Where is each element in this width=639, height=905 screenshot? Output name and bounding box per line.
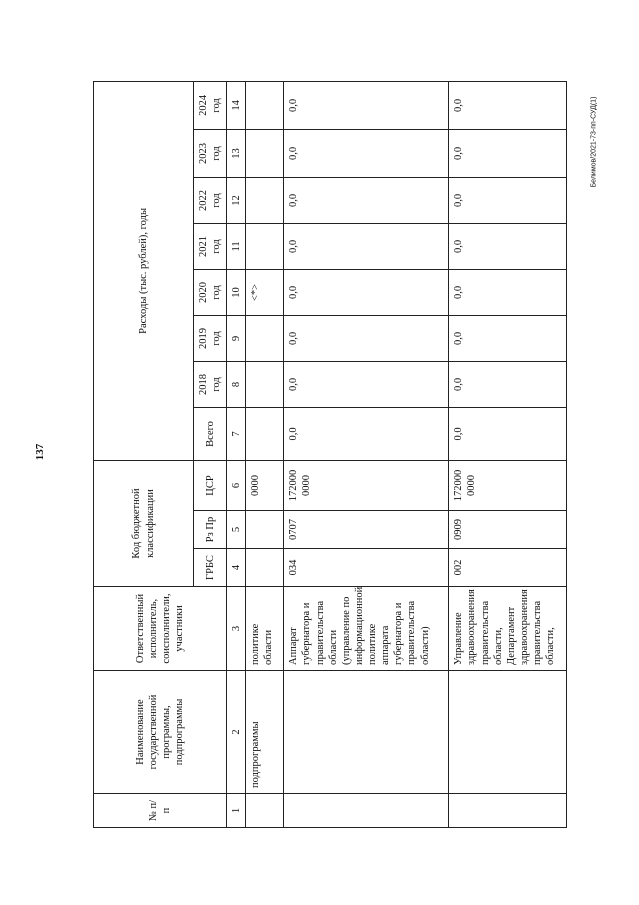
col-number: 6 bbox=[227, 460, 246, 510]
column-number-row bbox=[227, 81, 246, 827]
header-expenses: Расходы (тыс. рублей), годы bbox=[94, 81, 194, 460]
header-year-2023: 2023 год bbox=[194, 129, 227, 177]
year-value bbox=[246, 361, 284, 407]
table-row bbox=[449, 81, 567, 827]
total-value bbox=[246, 407, 284, 460]
year-value: 0,0 bbox=[449, 269, 567, 315]
year-value bbox=[246, 223, 284, 269]
csr-code: 172000 0000 bbox=[449, 460, 567, 510]
col-number: 1 bbox=[227, 794, 246, 828]
col-number: 11 bbox=[227, 223, 246, 269]
year-value: 0,0 bbox=[284, 315, 449, 361]
grbs-code bbox=[246, 549, 284, 587]
grbs-code: 034 bbox=[284, 549, 449, 587]
header-year-2021: 2021 год bbox=[194, 223, 227, 269]
row-number bbox=[246, 794, 284, 828]
page-number: 137 bbox=[34, 443, 46, 461]
program-name: подпрограммы bbox=[246, 671, 284, 794]
rzpr-code: 0909 bbox=[449, 511, 567, 549]
year-value: 0,0 bbox=[449, 223, 567, 269]
col-number: 5 bbox=[227, 511, 246, 549]
year-value: 0,0 bbox=[449, 315, 567, 361]
year-value: 0,0 bbox=[284, 361, 449, 407]
col-number: 14 bbox=[227, 81, 246, 129]
program-name bbox=[449, 671, 567, 794]
year-value: 0,0 bbox=[284, 81, 449, 129]
col-number: 4 bbox=[227, 549, 246, 587]
header-total: Всего bbox=[194, 407, 227, 460]
year-value: 0,0 bbox=[284, 269, 449, 315]
header-number: № п/п bbox=[94, 794, 227, 828]
header-grbs: ГРБС bbox=[194, 549, 227, 587]
col-number: 7 bbox=[227, 407, 246, 460]
header-year-2019: 2019 год bbox=[194, 315, 227, 361]
table-row bbox=[246, 81, 284, 827]
year-value: 0,0 bbox=[284, 177, 449, 223]
csr-code: 0000 bbox=[246, 460, 284, 510]
col-number: 9 bbox=[227, 315, 246, 361]
responsible-executor: Аппарат губернатора и правительства области (управление по информационной политике аппарата губернатора и правительства области) bbox=[284, 587, 449, 671]
rotated-table-page bbox=[93, 82, 558, 828]
total-value: 0,0 bbox=[284, 407, 449, 460]
csr-code: 172000 0000 bbox=[284, 460, 449, 510]
year-value: 0,0 bbox=[284, 129, 449, 177]
year-value: 0,0 bbox=[449, 361, 567, 407]
col-number: 2 bbox=[227, 671, 246, 794]
row-number bbox=[449, 794, 567, 828]
expenditure-table bbox=[93, 81, 567, 828]
responsible-executor: Управление здравоохранения правительства области, Департамент здравоохранения правительства области, bbox=[449, 587, 567, 671]
year-value: 0,0 bbox=[284, 223, 449, 269]
col-number: 8 bbox=[227, 361, 246, 407]
header-csr: ЦСР bbox=[194, 460, 227, 510]
row-number bbox=[284, 794, 449, 828]
responsible-executor: политике области bbox=[246, 587, 284, 671]
year-value: 0,0 bbox=[449, 81, 567, 129]
year-value bbox=[246, 129, 284, 177]
header-year-2024: 2024 год bbox=[194, 81, 227, 129]
rzpr-code bbox=[246, 511, 284, 549]
rzpr-code: 0707 bbox=[284, 511, 449, 549]
col-number: 3 bbox=[227, 587, 246, 671]
grbs-code: 002 bbox=[449, 549, 567, 587]
year-value bbox=[246, 177, 284, 223]
document-code: Белимов/2021-73-пп-СУД(1) bbox=[590, 96, 598, 188]
year-value bbox=[246, 81, 284, 129]
header-rzpr: Рз Пр bbox=[194, 511, 227, 549]
table-row bbox=[284, 81, 449, 827]
header-budget-code: Код бюджетной классификации bbox=[94, 460, 194, 586]
program-name bbox=[284, 671, 449, 794]
header-program-name: Наименование государственной программы, подпрограммы bbox=[94, 671, 227, 794]
header-year-2018: 2018 год bbox=[194, 361, 227, 407]
year-value: <*> bbox=[246, 269, 284, 315]
year-value: 0,0 bbox=[449, 129, 567, 177]
col-number: 13 bbox=[227, 129, 246, 177]
header-year-2022: 2022 год bbox=[194, 177, 227, 223]
header-responsible: Ответственный исполнитель, соисполнители, участники bbox=[94, 587, 227, 671]
header-year-2020: 2020 год bbox=[194, 269, 227, 315]
year-value: 0,0 bbox=[449, 177, 567, 223]
col-number: 10 bbox=[227, 269, 246, 315]
total-value: 0,0 bbox=[449, 407, 567, 460]
col-number: 12 bbox=[227, 177, 246, 223]
year-value bbox=[246, 315, 284, 361]
